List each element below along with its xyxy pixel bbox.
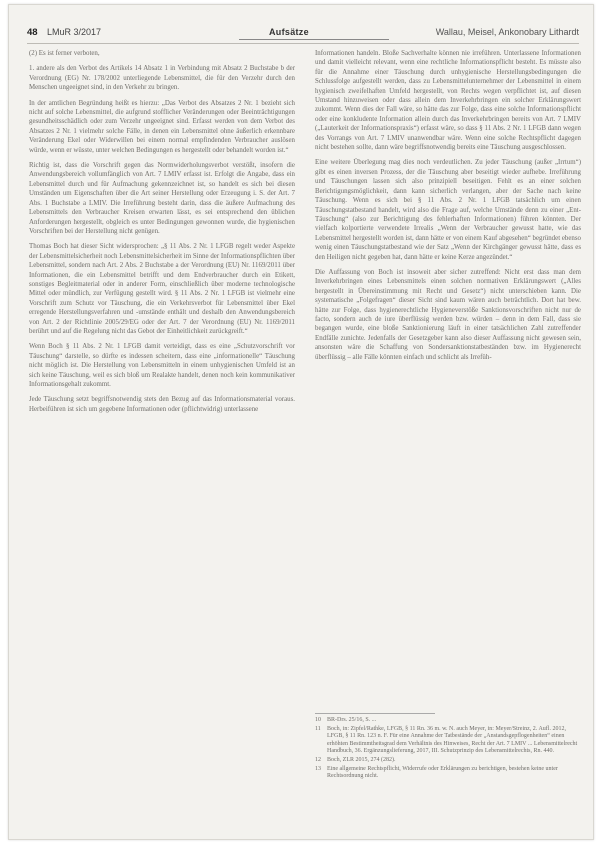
paragraph: Richtig ist, dass die Vorschrift gegen das Normwiderholungsverbot verstößt, insofern die Anwendungsbereich vollumfänglich von Art. 7 LMIV erfasst ist. Erfolgt die Angabe, dass ein Lebensmittel durch und für Aufmachung gekennzeichnet ist, so handelt es sich bei diesen Umständen um Eigenschaften über die Art seiner Herstellung oder Erzeugung i. S. der Art. 7 Abs. 1 Buchstabe a LMIV. Die Irreführung besteht darin, dass die äußere Aufmachung des Lebensmittels den Verbraucher Kreisen erwarten lässt, es sei entsprechend den üblichen Anforderungen hergestellt, obgleich es unter Bedingungen gewonnen wurde, die hygienischen Vorschriften bei der Herstellung nicht genügen. [29, 162, 295, 235]
page-number: 48 [27, 27, 38, 38]
paragraph: Wenn Boch § 11 Abs. 2 Nr. 1 LFGB damit verteidigt, dass es eine „Schutzvorschrift vor Täuschung“ darstelle, so dürfte es indessen scheitern, dass eine „informationelle“ Täuschung nicht möglich ist. Die Herstellung von Lebensmitteln in einem unhygienischen Umfeld ist an sich keine Täuschung, weil es sich bloß um Realakte handelt, denen noch kein kommunikativer Informationsgehalt zukommt. [29, 343, 295, 388]
footnote-number: 11 [315, 725, 321, 732]
paragraph: Eine weitere Überlegung mag dies noch verdeutlichen. Zu jeder Täuschung (außer „Irrtum“) gibt es einen inversen Prozess, der die Täuschung aber beseitigt wieder aufhebe. Irreführung und Täuschungen lassen sich also prinzipiell beseitigen. Fehlt es an einer solchen Berichtigungsmöglichkeit, dann kann sicherlich verlangen, aber der Sache nach keine Täuschung. Wenn es sich bei § 11 Abs. 2 Nr. 1 LFGB tatsächlich um einen Täuschungstatbestand handelt, wird also die Frage auf, welche Umstände denn zu einer „Ent-Täuschung“ (also zur Berichtigung des fehlerhaften Informationen) führen könnten. Der vielfach kolportierte verwendete Irrealis „Wenn der Verbraucher gewusst hatte, wie das Lebensmittel hergestellt worden ist, dann hätte er von einem Kauf abgesehen“ begründet ebenso wenig einen Täuschungstatbestand wie der Satz „Wenn der Kirchgänger gewusst hätte, dass es den Heiligen nicht gegeben hat, dann hätte er keine Kerze angezündet.“ [315, 159, 581, 261]
footnote [315, 757, 581, 765]
footnote-text: BR-Drs. 25/16, S. ... [327, 717, 377, 723]
footnotes [315, 717, 581, 782]
footnote-text: Boch, in: Zipfel/Rathke, LFGB, § 11 Rn. 36 m. w. N. auch Meyer, in: Meyer/Streinz, 2. Aufl. 2012, LFGB, § 11 Rn. 123 n. F. Für eine Annahme der Tatbestände der „Anstandsgepflogenheiten“ einen erhöhten Bestimmtheitsgrad dem Verhältnis des Hinweises, Recht der Art. 7 LMIV ... Lebensmittelrecht Handbuch, 36. Ergänzungslieferung, 2017, III. Schutzprinzip des Lebensmittelrechts, Rn. 440. [327, 725, 578, 755]
page-header [27, 27, 579, 41]
footnote-number: 10 [315, 717, 321, 723]
footnote-number: 12 [315, 756, 321, 763]
header-rule [27, 43, 579, 44]
left-column [29, 49, 295, 420]
footnote [315, 766, 581, 781]
journal-title: LMuR 3/2017 [47, 27, 102, 37]
paragraph: Die Auffassung von Boch ist insoweit aber sicher zutreffend: Nicht erst dass man dem Inverkehrbringen eines Lebensmittels einen solchen normativen Erklärungswert („Alles hergestellt in Übereinstimmung mit Recht und Gesetz“) nicht unterschieben kann. Die systematische „Folgefragen“ dieser Sicht sind kaum wären auch beträchtlich. Dort hat bew. hätte zur Folge, dass hygienerechtliche Hygieneverstöße Sanktionsvorschriften nicht nur de facto, sondern auch de iure überflüssig werden bzw. würden – denn in dem Fall, dass sie begangen wurde, eine bloße Sanktionierung läuft in einer tatsächlichen Zahl zutreffender Endfälle zunichte. Jedenfalls der Gesetzgeber kann also dieser Auffassung nicht gewesen sein, ansonsten wäre die Schaffung von Sondersanktionstatbeständen bzw. im Hygienerecht überflüssig – alle Fälle könnten einfach und schlicht als Irrefüh- [315, 268, 581, 361]
footnote-text: Eine allgemeine Rechtspflicht, Widerrufe oder Erklärungen zu berichtigen, bestehen keine unter Rechtsordnung nicht. [327, 765, 558, 780]
section-title: Aufsätze [269, 27, 309, 37]
document-page [8, 4, 594, 840]
footnote-rule [315, 713, 435, 714]
footnote [315, 726, 581, 756]
paragraph: Informationen handeln. Bloße Sachverhalte können nie irreführen. Unterlassene Informationen und damit vielleicht relevant, wenn eine rechtliche Informationspflicht besteht. Es müsste also für die Annahme einer Täuschung durch unhygienische Herstellungsbedingungen die Schlussfolge aufgestellt werden, dass zu Lebensmittelunternehmer der Lebensmittel in einem hygienisch zweifelhaften Umfeld hergestellt, von Rechts wegen verpflichtet ist, auf diesen Umstand hinzuweisen oder dass allein dem Inverkehrbringen ein solcher Erklärungswert zukommt. Wenn dies der Fall wäre, so hätte das zur Folge, dass eine solche Informationspflicht oder eine konkludente Information allein durch das Inverkehrbringen bereits von Art. 7 LMIV („Lauterkeit der Informationspraxis“) erfasst wäre, so dass § 11 Abs. 2 Nr. 1 LFGB dann wegen des Vorrangs von Art. 7 LMIV unanwendbar wäre. Wenn eine solche Rechtspflicht dagegen nicht bestehen sollte, dann wäre begriffsnotwendig bereits eine Täuschung ausgeschlossen. [315, 50, 581, 152]
paragraph: 1. andere als den Verbot des Artikels 14 Absatz 1 in Verbindung mit Absatz 2 Buchstabe b der Verordnung (EG) Nr. 178/2002 unterliegende Lebensmittel, die für den Verzehr durch den Menschen ungeeignet sind, in den Verkehr zu bringen. [29, 65, 295, 92]
section-underline [239, 39, 389, 40]
paragraph: In der amtlichen Begründung heißt es hierzu: „Das Verbot des Absatzes 2 Nr. 1 bezieht sich nicht auf solche Lebensmittel, die aufgrund stofflicher Veränderungen oder Beeinträchtigungen gesundheitsschädlich oder zum Verzehr ungeeignet sind. Erfasst werden von dem Verbot des Absatzes 2 Nr. 1 vielmehr solche Fälle, in denen ein Lebensmittel ohne äußerlich erkennbare Veränderung Ekel oder Widerwillen bei einem normal empfindenden Verbraucher auslösen würde, wenn er wüsste, unter welchen Bedingungen es hergestellt oder behandelt worden ist.“ [29, 99, 295, 154]
running-authors: Wallau, Meisel, Ankonobary Lithardt [435, 27, 579, 37]
footnote-text: Boch, ZLR 2015, 274 (282). [327, 756, 396, 763]
right-column [315, 49, 581, 368]
paragraph: Thomas Boch hat dieser Sicht widersprochen: „§ 11 Abs. 2 Nr. 1 LFGB regelt weder Aspekte der Lebensmittelsicherheit noch Lebensmittelsicherheit im Sinne der Informationspflichten über Lebensmittel, sondern nach Art. 2 Abs. 2 Buchstabe a der Verordnung (EU) Nr. 1169/2011 über Informationen, die ein Lebensmittel betrifft und dem Endverbraucher durch ein Etikett, sonstiges Begleitmaterial oder in anderer Form, einschließlich über moderne technologische Mittel oder mündlich, zur Verfügung gestellt wird. § 11 Abs. 2 Nr. 1 LFGB ist vielmehr eine Vorschrift zum Schutz vor Täuschung, die ein Verkehrsverbot für Lebensmittel über Ekel erregende Herstellungsverfahren und -umstände enthält und deshalb den Anwendungsbereich von Art. 2 der Richtlinie 2005/29/EG oder der Art. 7 der Verordnung (EU) Nr. 1169/2011 berührt und auf die Regelung nicht das Gebot der Einheitlichkeit zurückgreift.“ [29, 243, 295, 335]
footnote [315, 717, 581, 725]
paragraph: (2) Es ist ferner verboten, [29, 50, 100, 57]
paragraph: Jede Täuschung setzt begriffsnotwendig stets den Bezug auf das Informationsmaterial voraus. Herbeiführen ist sich um gegebene Informationen oder (pflichtwidrig) unterlassene [29, 396, 295, 413]
footnote-number: 13 [315, 765, 321, 772]
